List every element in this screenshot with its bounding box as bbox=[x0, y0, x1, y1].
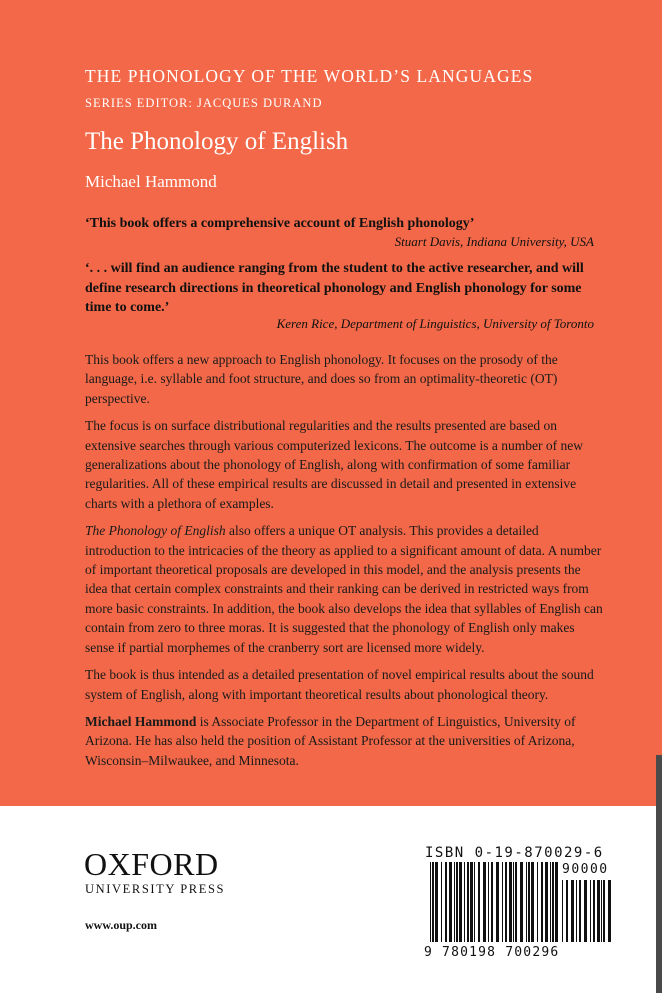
barcode-bar bbox=[515, 862, 517, 942]
barcode-bar bbox=[509, 862, 512, 942]
barcode-bar bbox=[449, 862, 452, 942]
author-bio-name: Michael Hammond bbox=[85, 713, 197, 729]
barcode-bar bbox=[467, 862, 469, 942]
barcode-bar bbox=[464, 862, 465, 942]
barcode-bar bbox=[537, 862, 538, 942]
barcode-bar bbox=[528, 862, 530, 942]
barcode-bar bbox=[531, 862, 534, 942]
barcode-bar bbox=[571, 880, 574, 942]
barcode-bar bbox=[584, 880, 587, 942]
barcode-bar bbox=[597, 880, 600, 942]
barcode-bar bbox=[513, 862, 514, 942]
barcode-bar bbox=[483, 862, 486, 942]
description-paragraph-3: The Phonology of English also offers a unique OT analysis. This provides a detailed introduction to the intricacies of the theory as applied to a significant amount of data. A number of important theoretical proposals are developed in this model, and the analysis presents the idea that certain complex constraints and their ranking can be derived in restricted ways from more basic constraints. In addition, the book also develops the idea that syllables of English can contain from zero to three moras. It is suggested that the phonology of English only makes sense if partial morphemes of the cranberry sort are licensed more widely. bbox=[85, 523, 603, 655]
series-editor: SERIES EDITOR: JACQUES DURAND bbox=[85, 96, 323, 110]
book-author: Michael Hammond bbox=[85, 172, 217, 191]
book-title-inline: The Phonology of English bbox=[85, 523, 226, 539]
barcode-bar bbox=[445, 862, 447, 942]
isbn-label: ISBN 0-19-870029-6 bbox=[425, 845, 604, 861]
barcode-bar bbox=[526, 862, 527, 942]
barcode-bar bbox=[459, 862, 462, 942]
oxford-press-label: UNIVERSITY PRESS bbox=[85, 882, 226, 896]
barcode-bar bbox=[555, 862, 558, 942]
barcode-bar bbox=[566, 880, 568, 942]
barcode-bar bbox=[608, 880, 611, 942]
barcode-bar bbox=[491, 862, 493, 942]
barcode-bar bbox=[430, 862, 431, 942]
barcode-bar bbox=[496, 862, 499, 942]
barcode-bar bbox=[545, 862, 548, 942]
review-attribution-2: Keren Rice, Department of Linguistics, University of Toronto bbox=[276, 316, 594, 331]
publisher-url[interactable]: www.oup.com bbox=[85, 918, 158, 932]
review-attribution-1: Stuart Davis, Indiana University, USA bbox=[394, 234, 594, 249]
barcode-bar bbox=[474, 862, 475, 942]
review-quote-2: ‘. . . will find an audience ranging from the student to the active researcher, and will define research directions in theoretical phonology and English phonology for some time to come.’ bbox=[85, 261, 584, 315]
barcode-bar bbox=[541, 862, 543, 942]
page-edge-strip bbox=[656, 755, 662, 993]
barcode-bar bbox=[505, 862, 507, 942]
barcode-bar bbox=[579, 880, 581, 942]
barcode-bar bbox=[456, 862, 458, 942]
description-paragraph-2: The focus is on surface distributional regularities and the results presented are based on extensive searches through various computerized lexicons. The outcome is a number of new generalizations about the phonology of English, along with confirmation of some familiar regularities. All of these empirical results are discussed in detail and presented in extensive charts with a plethora of examples. bbox=[85, 418, 583, 511]
barcode-bar bbox=[550, 862, 551, 942]
barcode-bar bbox=[576, 880, 577, 942]
barcode-bar bbox=[454, 862, 455, 942]
barcode-bar bbox=[603, 880, 605, 942]
series-title: THE PHONOLOGY OF THE WORLD’S LANGUAGES bbox=[85, 66, 534, 86]
barcode-bar bbox=[435, 862, 438, 942]
description-paragraph-1: This book offers a new approach to English phonology. It focuses on the prosody of the language, i.e. syllable and foot structure, and does so from an optimality-theoretic (OT) perspective. bbox=[85, 352, 558, 406]
barcode-bar bbox=[562, 880, 563, 942]
barcode-addon-number: 90000 bbox=[562, 862, 609, 877]
barcode-bar bbox=[601, 880, 602, 942]
barcode-bar bbox=[593, 880, 595, 942]
barcode-bar bbox=[441, 862, 442, 942]
barcode-bar bbox=[478, 862, 480, 942]
book-title: The Phonology of English bbox=[85, 128, 349, 155]
barcode-ean-number: 9 780198 700296 bbox=[424, 945, 560, 960]
barcode-bar bbox=[590, 880, 591, 942]
barcode-bar bbox=[488, 862, 489, 942]
barcode-bar bbox=[502, 862, 503, 942]
barcode-bar bbox=[520, 862, 523, 942]
barcode-bar bbox=[470, 862, 473, 942]
description-paragraph-4: The book is thus intended as a detailed presentation of novel empirical results about the sound system of English, along with important theoretical results about phonological theory. bbox=[85, 667, 594, 702]
barcode-bar bbox=[432, 862, 434, 942]
description bbox=[85, 350, 605, 778]
barcode-bar bbox=[552, 862, 554, 942]
oxford-logo: OXFORD bbox=[84, 846, 219, 882]
author-bio: Michael Hammond is Associate Professor in the Department of Linguistics, University of Arizona. He has also held the position of Assistant Professor at the universities of Arizona, Wisconsin–Milwaukee, and Minnesota. bbox=[85, 713, 576, 768]
review-quote-1: ‘This book offers a comprehensive account of English phonology’ bbox=[85, 216, 475, 231]
